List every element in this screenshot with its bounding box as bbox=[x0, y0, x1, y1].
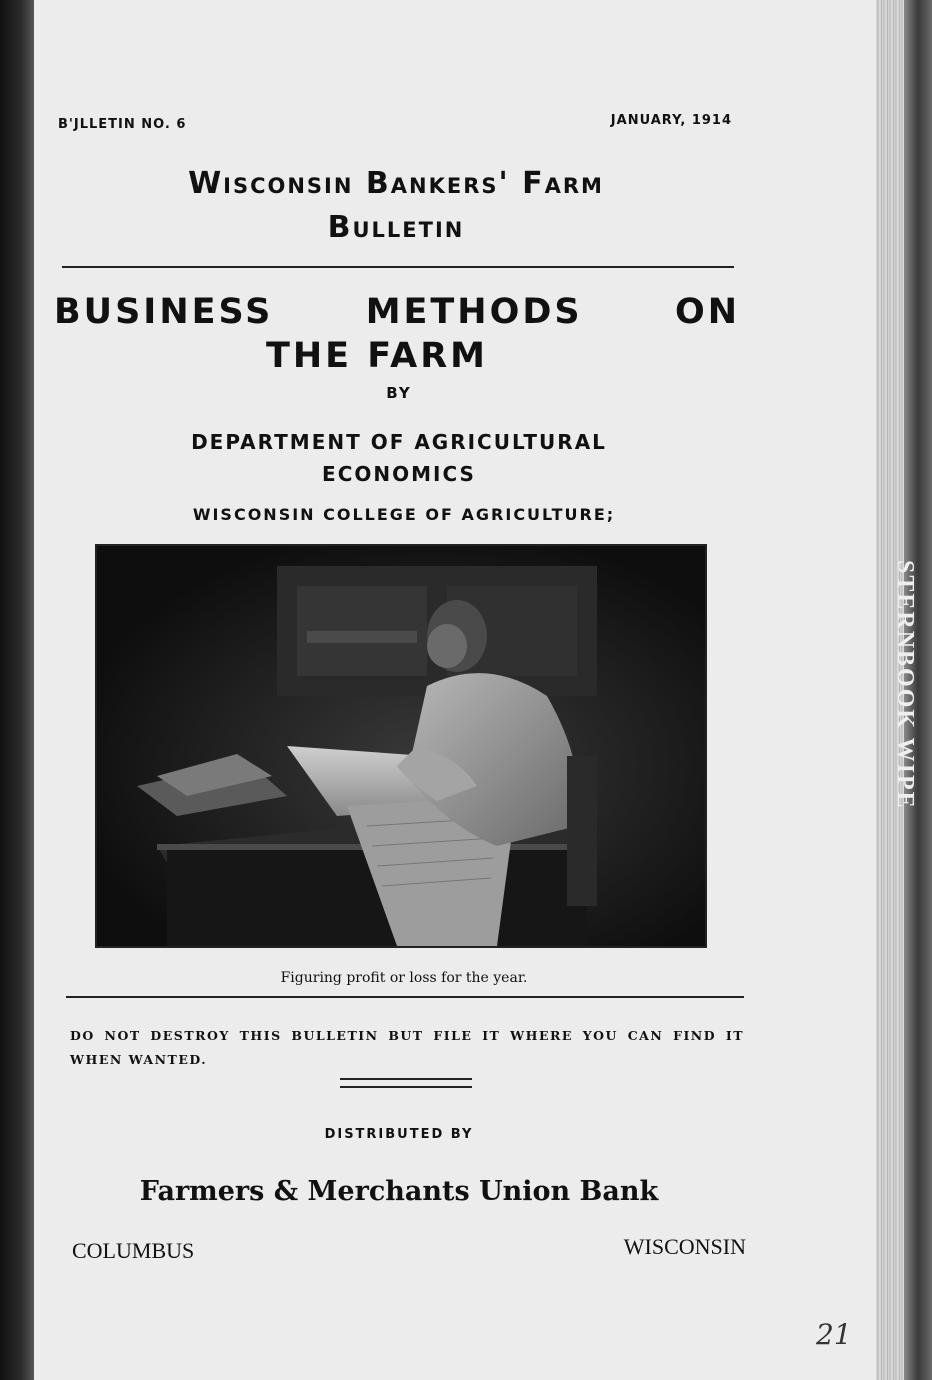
farmer-at-desk-photo bbox=[97, 546, 705, 946]
caption-divider bbox=[66, 996, 744, 998]
masthead bbox=[58, 162, 734, 250]
masthead-line-1: Wisconsin Bankers' Farm bbox=[188, 166, 604, 201]
department-line-1: DEPARTMENT OF AGRICULTURAL bbox=[191, 430, 607, 454]
issue-date: JANUARY, 1914 bbox=[610, 113, 732, 128]
bulletin-page bbox=[34, 0, 876, 1380]
title-line-1: BUSINESS METHODS ON bbox=[54, 292, 740, 332]
bulletin-number: B'JLLETIN NO. 6 bbox=[58, 117, 187, 132]
bulletin-title bbox=[54, 290, 740, 378]
photo-caption: Figuring profit or loss for the year. bbox=[280, 970, 528, 986]
bank-state: WISCONSIN bbox=[623, 1234, 746, 1259]
title-line-2: THE FARM bbox=[265, 336, 489, 376]
bank-name: Farmers & Merchants Union Bank bbox=[139, 1176, 659, 1207]
department bbox=[74, 426, 724, 490]
bank-city: COLUMBUS bbox=[72, 1238, 195, 1263]
cover-photo bbox=[95, 544, 707, 948]
spine-lettering: STERNBOOK WIPE bbox=[892, 560, 918, 810]
binding-left-edge bbox=[0, 0, 34, 1380]
distributed-by-label: DISTRIBUTED BY bbox=[324, 1127, 474, 1142]
handwritten-folio-number: 21 bbox=[816, 1318, 852, 1351]
masthead-line-2: Bulletin bbox=[327, 210, 465, 245]
title-by: BY bbox=[386, 384, 412, 402]
college-name: WISCONSIN COLLEGE OF AGRICULTURE; bbox=[192, 505, 616, 524]
department-line-2: ECONOMICS bbox=[322, 462, 476, 486]
masthead-divider bbox=[62, 266, 734, 268]
filing-notice: DO NOT DESTROY THIS BULLETIN BUT FILE IT WHERE YOU CAN FIND IT WHEN WANTED. bbox=[70, 1028, 744, 1067]
double-rule bbox=[340, 1078, 472, 1088]
